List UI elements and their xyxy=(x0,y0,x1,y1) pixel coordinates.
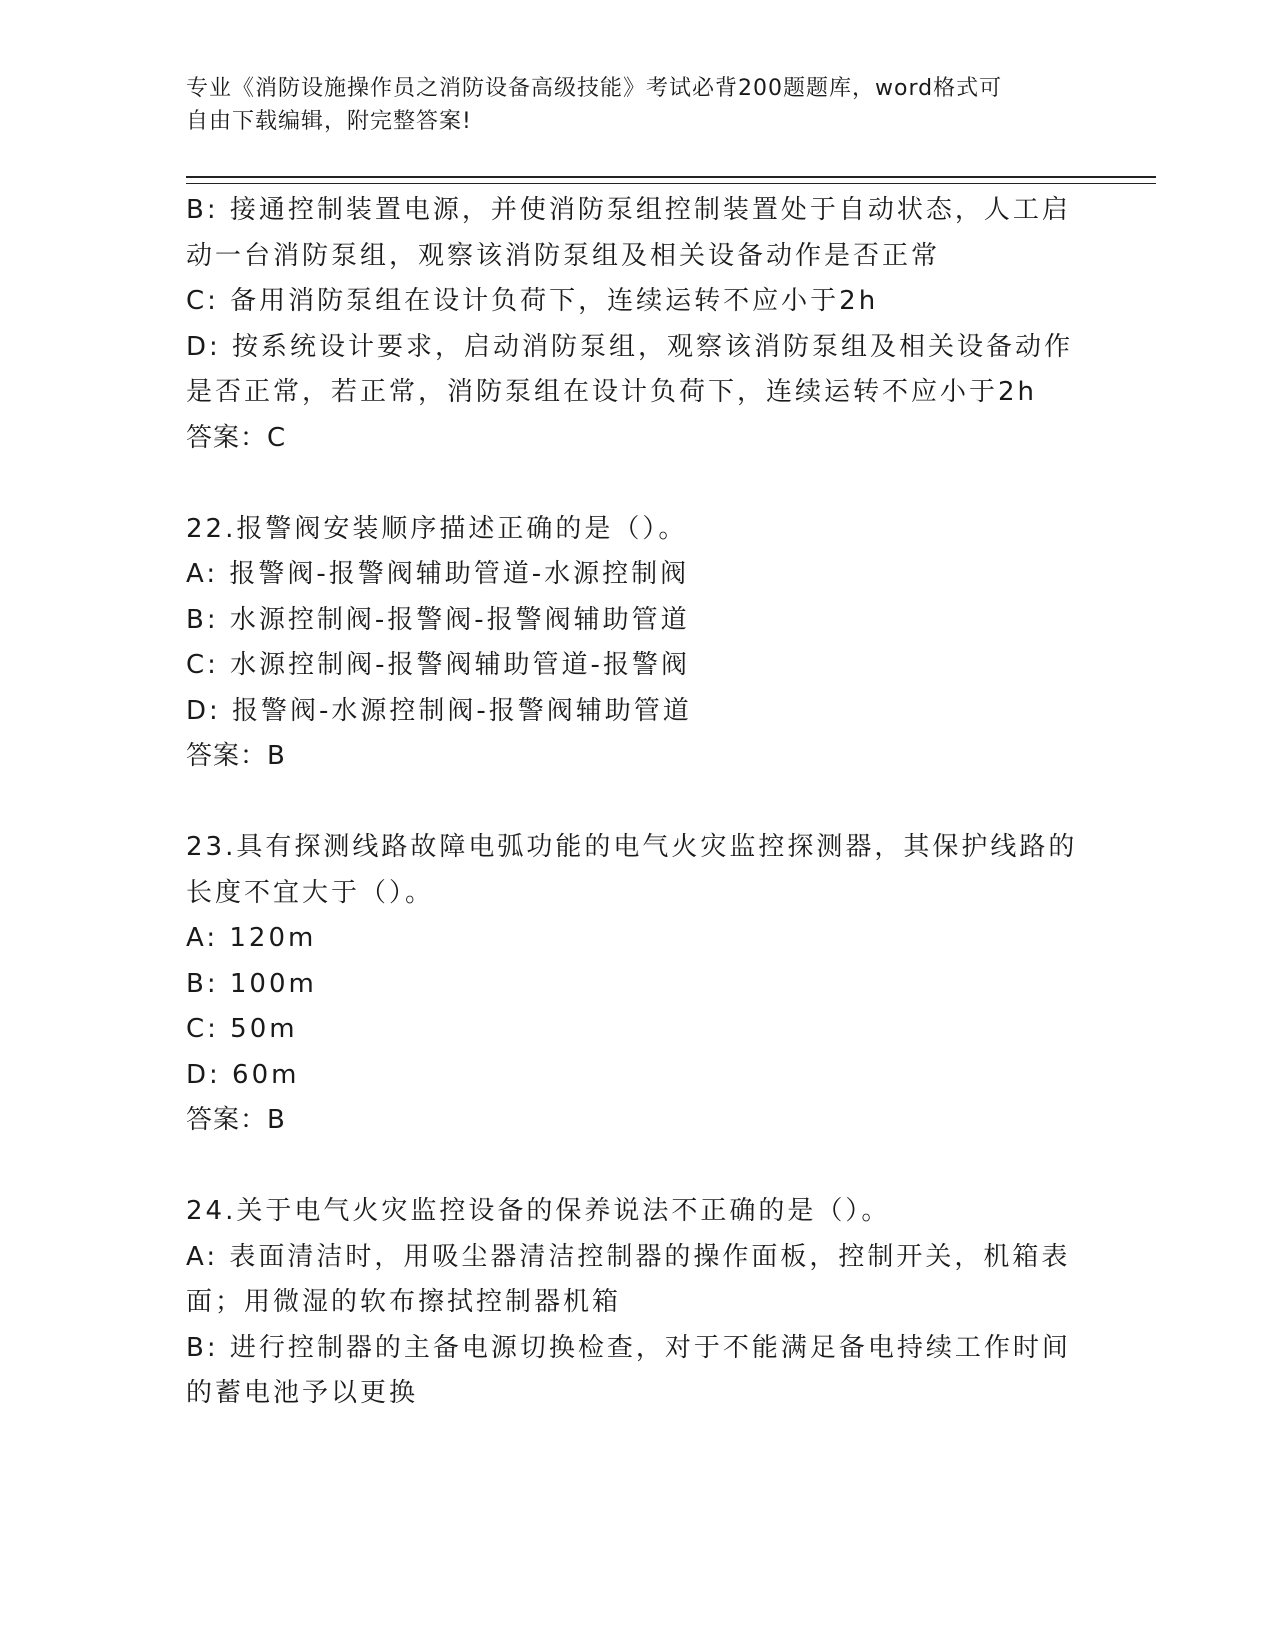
option-d-line-2: 是否正常，若正常，消防泵组在设计负荷下，连续运转不应小于2h xyxy=(186,377,1038,407)
spacer xyxy=(186,1144,1086,1190)
question-22 xyxy=(186,507,1086,780)
option-a: A: 报警阀-报警阀辅助管道-水源控制阀 xyxy=(186,559,690,589)
question-21-tail xyxy=(186,188,1086,461)
option-b-line-1: B: 接通控制装置电源，并使消防泵组控制装置处于自动状态，人工启 xyxy=(186,195,1071,225)
option-a-line-2: 面；用微湿的软布擦拭控制器机箱 xyxy=(186,1287,622,1317)
question-stem-line-2: 长度不宜大于（）。 xyxy=(186,877,435,908)
option-d: D: 60m xyxy=(186,1059,300,1090)
option-a-line-1: A: 表面清洁时，用吸尘器清洁控制器的操作面板，控制开关，机箱表 xyxy=(186,1241,1071,1272)
option-b-line-2: 动一台消防泵组，观察该消防泵组及相关设备动作是否正常 xyxy=(186,240,941,271)
question-stem: 22.报警阀安装顺序描述正确的是（）。 xyxy=(186,513,688,544)
option-c: C: 备用消防泵组在设计负荷下，连续运转不应小于2h xyxy=(186,286,879,316)
question-list xyxy=(186,188,1086,1417)
question-stem: 24.关于电气火灾监控设备的保养说法不正确的是（）。 xyxy=(186,1196,891,1226)
header-title-line-1: 专业《消防设施操作员之消防设备高级技能》考试必背200题题库，word格式可 xyxy=(186,76,1003,101)
header-title-line-2: 自由下载编辑，附完整答案! xyxy=(186,109,472,134)
question-stem-line-1: 23.具有探测线路故障电弧功能的电气火灾监控探测器，其保护线路的 xyxy=(186,832,1078,862)
answer: 答案：B xyxy=(186,1105,286,1135)
answer: 答案：C xyxy=(186,422,287,453)
spacer xyxy=(186,461,1086,507)
option-a: A: 120m xyxy=(186,923,317,953)
spacer xyxy=(186,780,1086,826)
header-divider xyxy=(186,176,1156,184)
option-c: C: 50m xyxy=(186,1014,298,1044)
option-b: B: 100m xyxy=(186,968,317,999)
option-d-line-1: D: 按系统设计要求，启动消防泵组，观察该消防泵组及相关设备动作 xyxy=(186,331,1074,362)
document-header xyxy=(186,72,1066,138)
option-c: C: 水源控制阀-报警阀辅助管道-报警阀 xyxy=(186,650,690,680)
option-d: D: 报警阀-水源控制阀-报警阀辅助管道 xyxy=(186,695,692,726)
option-b: B: 水源控制阀-报警阀-报警阀辅助管道 xyxy=(186,604,690,635)
option-b-line-2: 的蓄电池予以更换 xyxy=(186,1378,419,1408)
answer: 答案：B xyxy=(186,741,286,771)
question-23 xyxy=(186,825,1086,1144)
option-b-line-1: B: 进行控制器的主备电源切换检查，对于不能满足备电持续工作时间 xyxy=(186,1332,1071,1363)
question-24 xyxy=(186,1189,1086,1417)
